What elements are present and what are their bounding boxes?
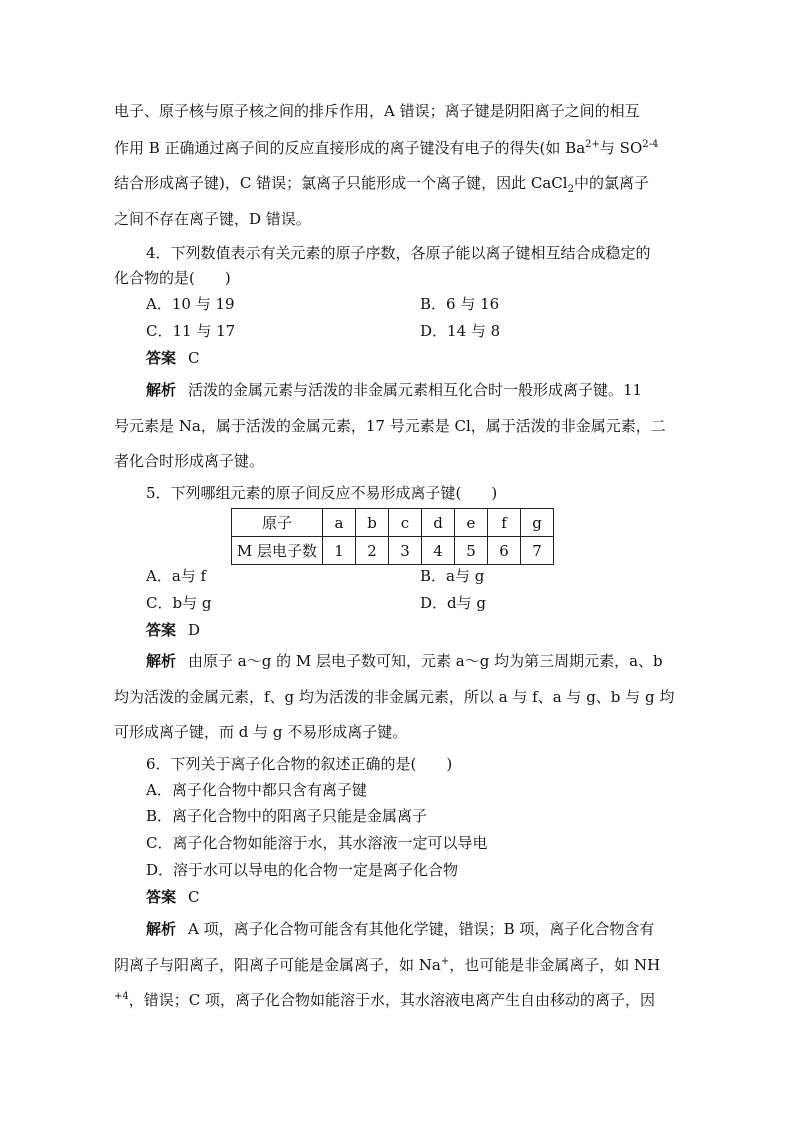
prev-line-4: 之间不存在离子键，D 错误。 (114, 210, 311, 228)
analysis-text: A 项，离子化合物可能含有其他化学键，错误；B 项，离子化合物含有 (188, 920, 655, 938)
q4-stem-2: 化合物的是( ) (114, 269, 231, 287)
prev-line-2-text: 作用 B 正确通过离子间的反应直接形成的离子键没有电子的得失(如 Ba (114, 139, 586, 157)
table-cell: a (323, 509, 356, 537)
q6-option-a: A．离子化合物中都只含有离子键 (146, 781, 367, 799)
answer-value: C (188, 888, 200, 906)
answer-label: 答案 (146, 349, 177, 367)
q4-analysis-2: 号元素是 Na，属于活泼的金属元素，17 号元素是 Cl，属于活泼的非金属元素，二 (114, 417, 666, 435)
prev-line-1: 电子、原子核与原子核之间的排斥作用，A 错误；离子键是阴阳离子之间的相互 (114, 102, 640, 120)
analysis-label: 解析 (146, 381, 177, 399)
q5-answer (146, 620, 200, 640)
analysis-text: 活泼的金属元素与活泼的非金属元素相互化合时一般形成离子键。11 (188, 381, 643, 399)
prev-line-3 (114, 173, 649, 193)
q6-option-c: C．离子化合物如能溶于水，其水溶液一定可以导电 (146, 834, 488, 852)
table-cell: 4 (422, 537, 455, 565)
analysis-text-b: ，也可能是非金属离子，如 NH (449, 956, 661, 974)
ba-charge: 2+ (585, 139, 600, 150)
table-header: M 层电子数 (232, 537, 323, 565)
q6-option-d: D．溶于水可以导电的化合物一定是离子化合物 (146, 861, 459, 879)
table-cell: e (455, 509, 488, 537)
so4-charge: 2-4 (642, 139, 659, 150)
analysis-label: 解析 (146, 652, 177, 670)
q6-analysis-1 (146, 919, 654, 939)
table-cell: 2 (356, 537, 389, 565)
answer-label: 答案 (146, 621, 177, 639)
q5-option-c: C．b与 g (146, 594, 212, 612)
q5-option-d: D．d与 g (420, 594, 486, 612)
q4-option-d: D．14 与 8 (420, 322, 501, 340)
table-cell: g (521, 509, 554, 537)
q5-analysis-1 (146, 651, 663, 671)
analysis-text: 由原子 a～g 的 M 层电子数可知，元素 a～g 均为第三周期元素，a、b (188, 652, 663, 670)
q5-analysis-2: 均为活泼的金属元素，f、g 均为活泼的非金属元素，所以 a 与 f、a 与 g、b 与 g 均 (114, 688, 675, 706)
q5-option-a: A．a与 f (146, 567, 207, 585)
prev-line-2 (114, 138, 658, 158)
q4-stem-1: 4．下列数值表示有关元素的原子序数，各原子能以离子键相互结合成稳定的 (146, 244, 651, 262)
q4-option-b: B．6 与 16 (420, 295, 500, 313)
table-cell: 7 (521, 537, 554, 565)
table-cell: b (356, 509, 389, 537)
table-cell: 5 (455, 537, 488, 565)
q4-analysis-3: 者化合时形成离子键。 (114, 452, 265, 470)
q4-analysis-1 (146, 380, 642, 400)
analysis-text: 阴离子与阳离子，阳离子可能是金属离子，如 Na (114, 956, 441, 974)
table-row (232, 509, 554, 537)
table-cell: d (422, 509, 455, 537)
q6-stem: 6．下列关于离子化合物的叙述正确的是( ) (146, 755, 453, 773)
q5-stem: 5．下列哪组元素的原子间反应不易形成离子键( ) (146, 484, 498, 502)
prev-line-2-text-b: 与 SO (599, 139, 643, 157)
q4-option-a: A．10 与 19 (146, 295, 235, 313)
table-cell: 1 (323, 537, 356, 565)
answer-value: D (188, 621, 201, 639)
analysis-text: ，错误；C 项，离子化合物如能溶于水，其水溶液电离产生自由移动的离子，因 (128, 991, 655, 1009)
na-charge: + (440, 956, 450, 967)
table-cell: 6 (488, 537, 521, 565)
nh4-charge: +4 (114, 991, 129, 1002)
q5-analysis-3: 可形成离子键，而 d 与 g 不易形成离子键。 (114, 723, 408, 741)
q6-analysis-2 (114, 955, 660, 975)
q4-answer (146, 348, 200, 368)
q6-answer (146, 887, 200, 907)
table-row (232, 537, 554, 565)
q6-analysis-3 (114, 990, 655, 1010)
q5-option-b: B．a与 g (420, 567, 485, 585)
q6-option-b: B．离子化合物中的阳离子只能是金属离子 (146, 807, 428, 825)
analysis-label: 解析 (146, 920, 177, 938)
prev-line-3-text-b: 中的氯离子 (573, 174, 649, 192)
table-cell: c (389, 509, 422, 537)
prev-line-3-text: 结合形成离子键)，C 错误；氯离子只能形成一个离子键，因此 CaCl (114, 174, 568, 192)
electron-table (231, 508, 554, 565)
table-cell: 3 (389, 537, 422, 565)
answer-label: 答案 (146, 888, 177, 906)
cacl2-subscript: 2 (567, 184, 574, 195)
table-cell: f (488, 509, 521, 537)
table-header: 原子 (232, 509, 323, 537)
answer-value: C (188, 349, 200, 367)
q4-option-c: C．11 与 17 (146, 322, 236, 340)
